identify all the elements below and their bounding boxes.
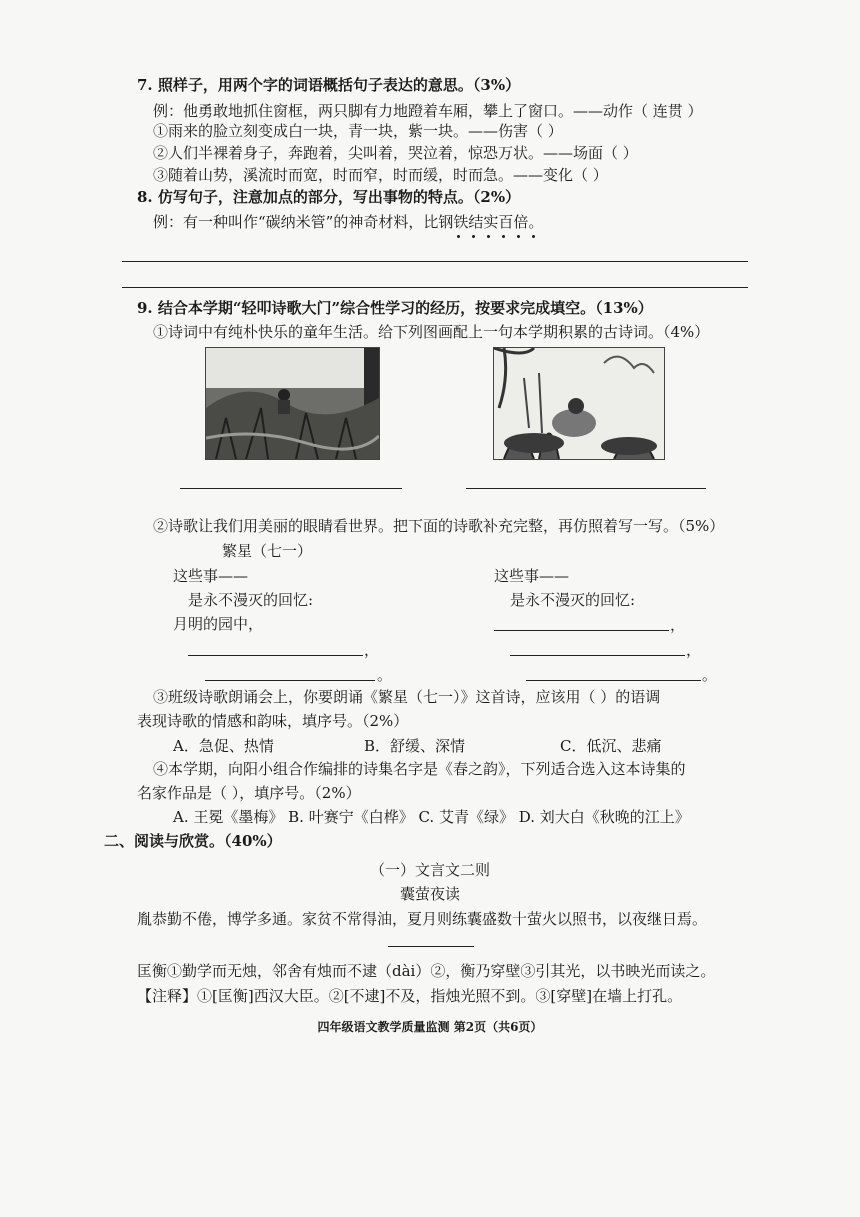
answer-line[interactable] [122,261,748,262]
answer-line[interactable] [526,680,701,681]
comma: ， [686,641,702,659]
section-2-title: 二、阅读与欣赏。（40%） [104,832,282,850]
q9-sub1: ①诗词中有纯朴快乐的童年生活。给下列图画配上一句本学期积累的古诗词。（4%） [153,323,710,341]
q8-title: 8. 仿写句子，注意加点的部分，写出事物的特点。（2%） [137,188,521,206]
answer-line[interactable] [494,630,669,631]
q9-sub2: ②诗歌让我们用美丽的眼睛看世界。把下面的诗歌补充完整，再仿照着写一写。（5%） [153,517,725,535]
option-c: C．低沉、悲痛 [560,737,662,755]
period: 。 [702,666,718,684]
q9-sub4-line2: 名家作品是（ ），填序号。（2%） [137,784,361,802]
notes: 【注释】①[匡衡]西汉大臣。②[不逮]不及，指烛光照不到。③[穿壁]在墙上打孔。 [137,987,683,1005]
answer-line[interactable] [188,655,363,656]
q7-example: 例：他勇敢地抓住窗框，两只脚有力地蹬着车厢，攀上了窗口。——动作（ 连贯 ） [153,102,703,120]
picture-lotus-pond [493,347,665,460]
answer-line[interactable] [122,287,748,288]
answer-line[interactable] [180,488,402,489]
option-a: A．急促、热情 [173,737,274,755]
section-2-subtitle: （一）文言文二则 [369,861,490,879]
emphasis-dot [472,235,475,238]
passage2-text: 匡衡①勤学而无烛，邻舍有烛而不逮（dài）②，衡乃穿壁③引其光，以书映光而读之。 [137,962,716,980]
poem-title: 繁星（七一） [222,542,313,560]
q7-item-2: ②人们半裸着身子，奔跑着，尖叫着，哭泣着，惊恐万状。——场面（ ） [153,144,638,162]
emphasis-dot [487,235,490,238]
emphasis-dot [457,235,460,238]
comma: ， [670,616,686,634]
emphasis-dot [502,235,505,238]
passage1-text: 胤恭勤不倦，博学多通。家贫不常得油，夏月则练囊盛数十萤火以照书，以夜继日焉。 [137,910,708,928]
period: 。 [377,666,393,684]
answer-line[interactable] [205,680,375,681]
q9-title: 9. 结合本学期“轻叩诗歌大门”综合性学习的经历，按要求完成填空。（13%） [137,299,653,317]
q7-title: 7. 照样子，用两个字的词语概括句子表达的意思。（3%） [137,76,521,94]
emphasis-dot [532,235,535,238]
answer-line[interactable] [466,488,706,489]
q9-sub4-line1: ④本学期，向阳小组合作编排的诗集名字是《春之韵》，下列适合选入这本诗集的 [153,760,686,778]
answer-line[interactable] [510,655,685,656]
q9-sub3-line2: 表现诗歌的情感和韵味，填序号。（2%） [137,712,409,730]
q8-example: 例：有一种叫作“碳纳米管”的神奇材料，比钢铁结实百倍。 [153,213,544,231]
right-poem-line-2: 是永不漫灭的回忆: [510,591,636,609]
page-footer: 四年级语文教学质量监测 第2页（共6页） [317,1020,543,1034]
q7-item-1: ①雨来的脸立刻变成白一块，青一块，紫一块。——伤害（ ） [153,122,563,140]
left-poem-line-1: 这些事—— [173,567,249,585]
comma: ， [364,641,380,659]
right-poem-line-1: 这些事—— [494,567,570,585]
title-blank-line[interactable] [388,946,474,947]
picture-rural-children [205,347,380,460]
q9-sub3-line1: ③班级诗歌朗诵会上，你要朗诵《繁星（七一）》这首诗，应该用（ ）的语调 [153,688,661,706]
passage1-title: 囊萤夜读 [399,885,460,903]
q9-sub4-options: A. 王冕《墨梅》 B. 叶赛宁《白桦》 C. 艾青《绿》 D. 刘大白《秋晚的江上》 [173,808,690,826]
q7-item-3: ③随着山势，溪流时而宽，时而窄，时而缓，时而急。——变化（ ） [153,166,608,184]
left-poem-line-3: 月明的园中， [173,615,264,633]
left-poem-line-2: 是永不漫灭的回忆: [188,591,314,609]
option-b: B．舒缓、深情 [364,737,466,755]
emphasis-dot [517,235,520,238]
